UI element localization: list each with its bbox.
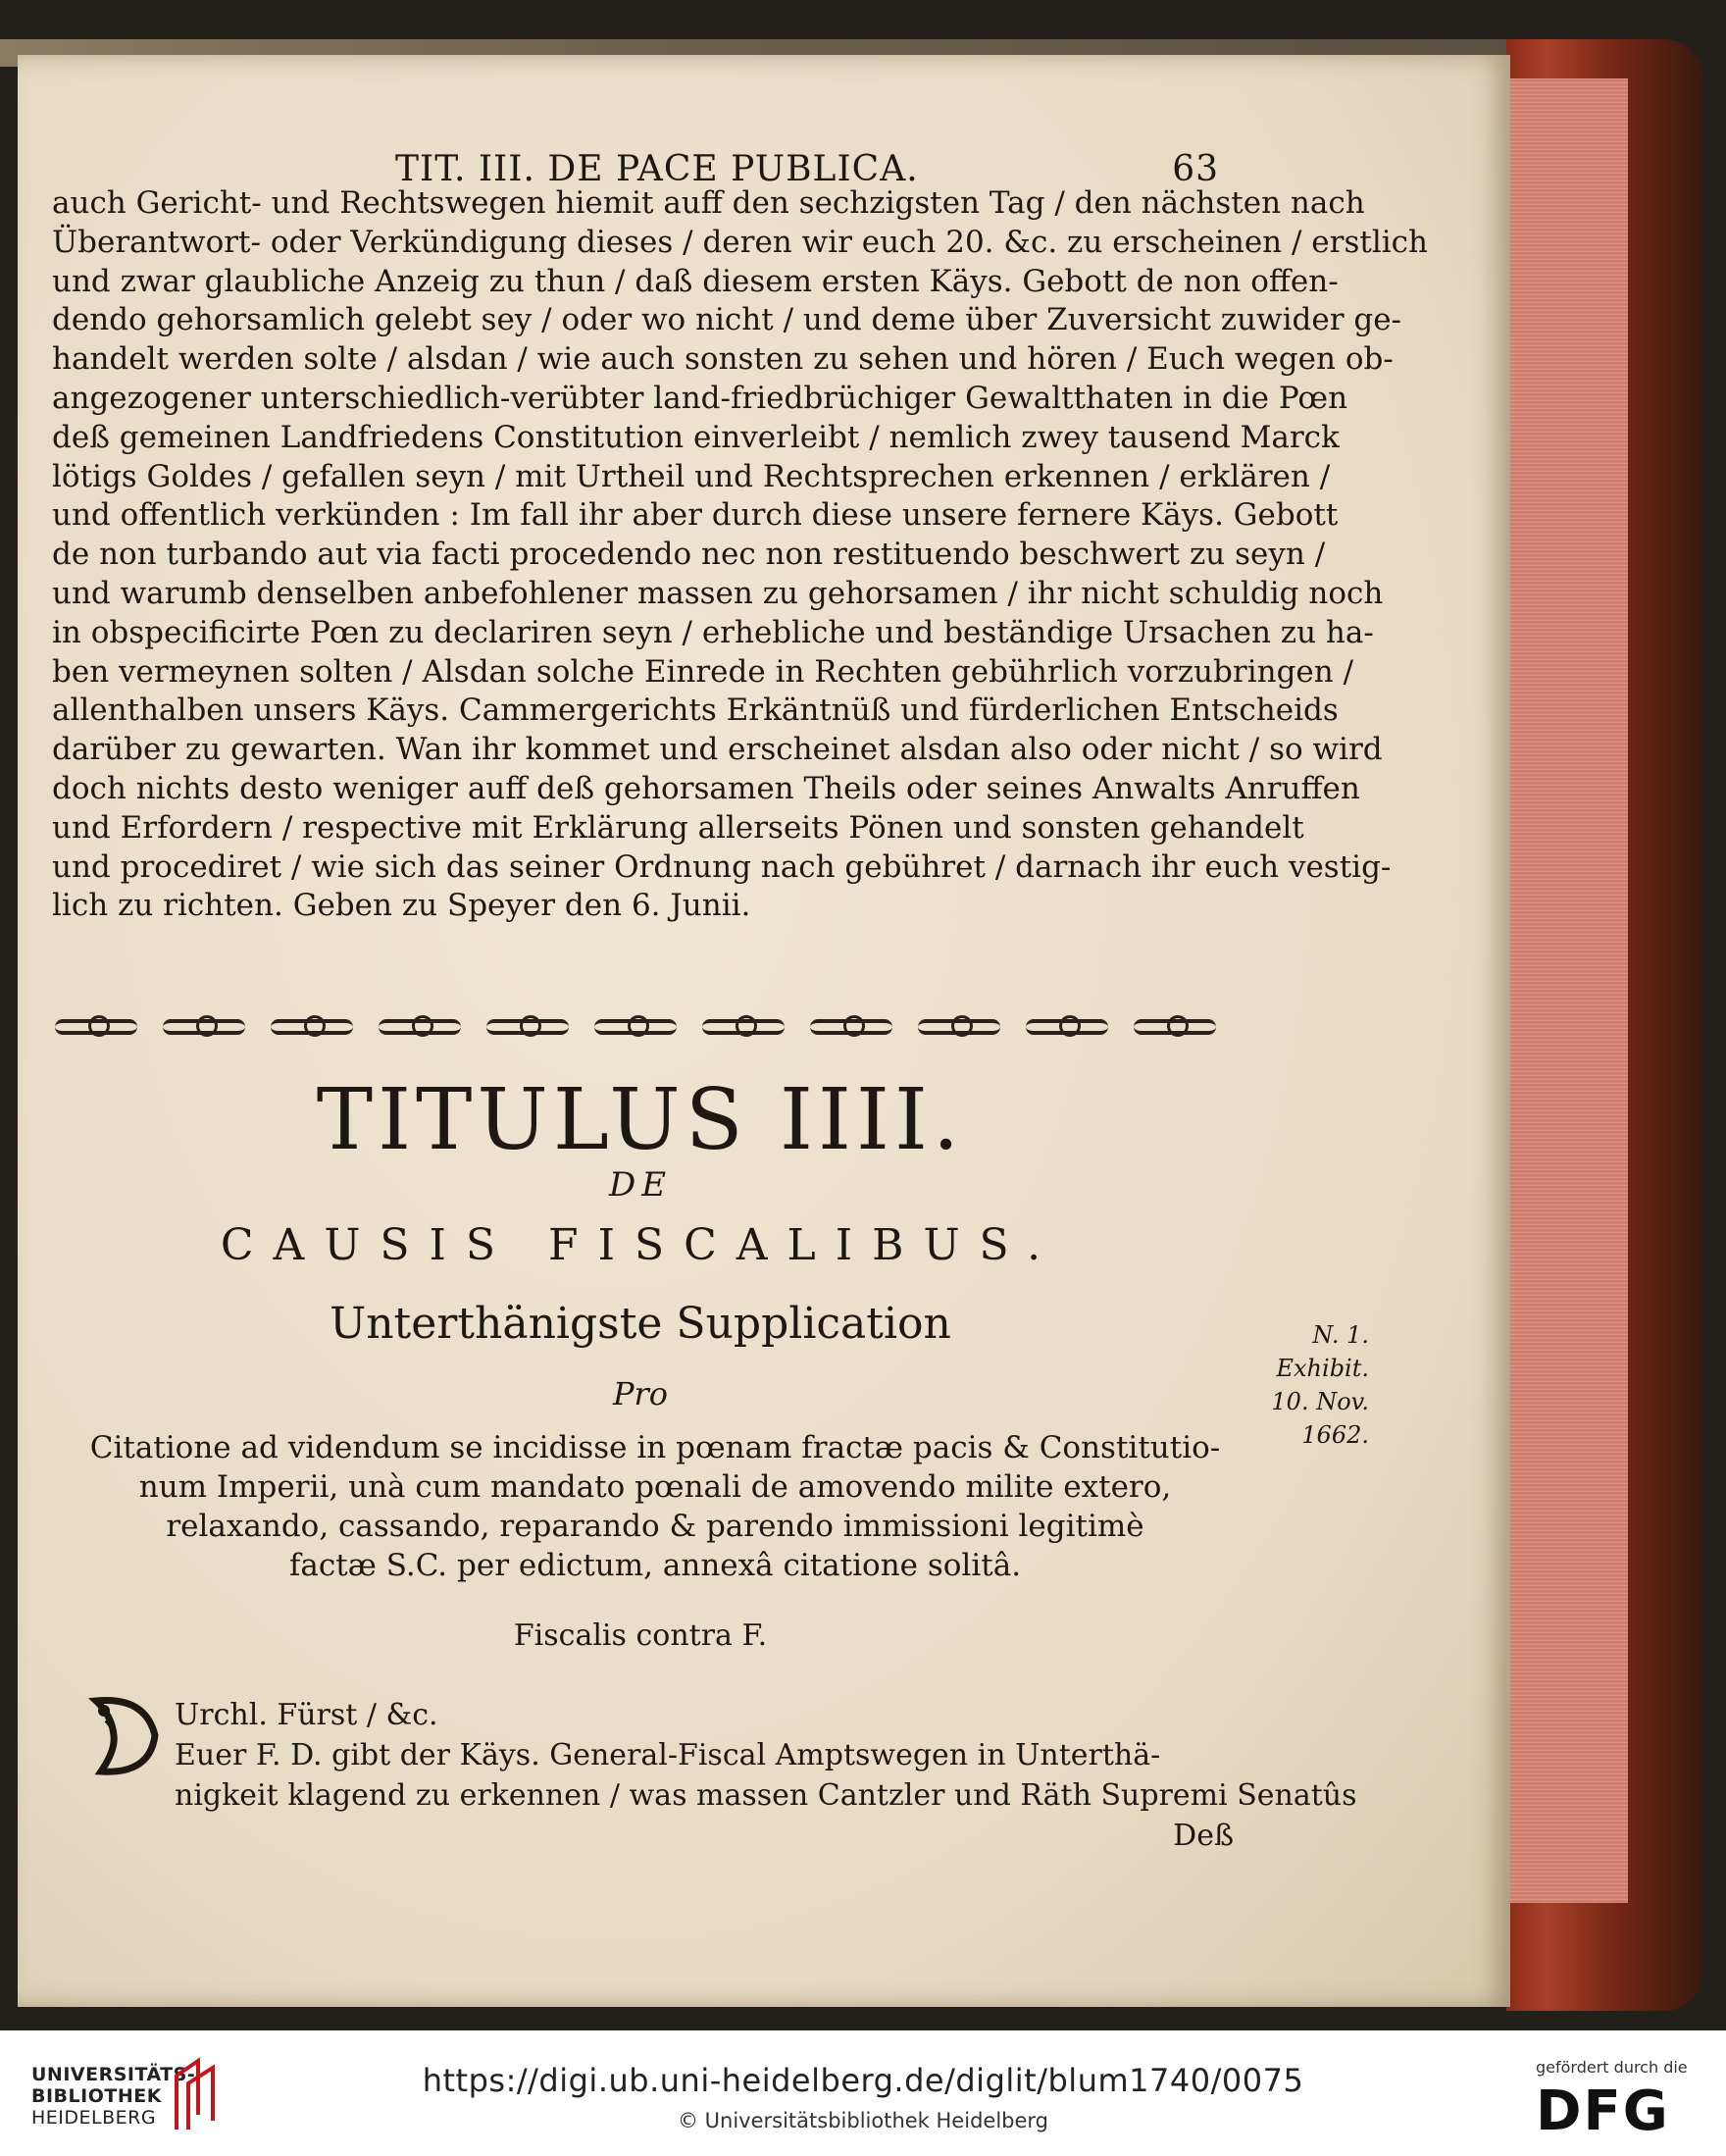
ornament-icon <box>47 1013 145 1033</box>
margin-note-line: N. 1. <box>1312 1321 1369 1349</box>
body-line: ben vermeynen solten / Alsdan solche Einrede in Rechten gebührlich vorzubringen / <box>52 653 1354 690</box>
title-pro: Pro <box>612 1375 669 1412</box>
letter-line: nigkeit klagend zu erkennen / was massen Cantzler und Räth Supremi Senatûs <box>175 1778 1357 1813</box>
library-name-line: UNIVERSITÄTS- <box>31 2064 196 2085</box>
decorated-initial-icon <box>86 1691 165 1779</box>
citation-line: relaxando, cassando, reparando & parendo immissioni legitimè <box>166 1509 1144 1544</box>
ornament-icon <box>479 1013 577 1033</box>
body-line: und offentlich verkünden : Im fall ihr aber durch diese unsere fernere Käys. Gebott <box>52 497 1339 534</box>
citation-line: num Imperii, unà cum mandato pœnali de amovendo milite extero, <box>138 1469 1172 1505</box>
body-line: darüber zu gewarten. Wan ihr kommet und erscheinet alsdan also oder nicht / so wird <box>52 732 1383 768</box>
ornament-divider <box>47 1006 1224 1040</box>
letter-line: Urchl. Fürst / &c. <box>175 1698 438 1732</box>
dfg-logo: DFG <box>1536 2079 1670 2143</box>
margin-note <box>1212 1318 1369 1452</box>
body-line: in obspecificirte Pœn zu declariren seyn / erhebliche und beständige Ursachen zu ha- <box>52 614 1374 650</box>
title-de: DE <box>608 1165 673 1205</box>
title-causis: CAUSIS FISCALIBUS. <box>220 1220 1061 1270</box>
catchword: Deß <box>1173 1819 1234 1853</box>
library-name-line: HEIDELBERG <box>31 2107 157 2129</box>
ornament-icon <box>263 1013 361 1033</box>
book-page <box>18 55 1510 2007</box>
ornament-icon <box>694 1013 792 1033</box>
ornament-icon <box>910 1013 1008 1033</box>
fiscalis-line: Fiscalis contra F. <box>513 1618 768 1653</box>
permalink-url[interactable]: https://digi.ub.uni-heidelberg.de/diglit/blum1740/0075 <box>422 2062 1304 2099</box>
title-supplication: Unterthänigste Supplication <box>330 1299 951 1349</box>
citation-line: Citatione ad videndum se incidisse in pœnam fractæ pacis & Constitutio- <box>89 1430 1221 1465</box>
body-line: de non turbando aut via facti procedendo nec non restituendo beschwert zu seyn / <box>52 537 1326 573</box>
title-titulus: TITULUS IIII. <box>316 1071 965 1169</box>
ornament-icon <box>1126 1013 1224 1033</box>
ornament-icon <box>802 1013 900 1033</box>
citation-line: factæ S.C. per edictum, annexâ citatione solitâ. <box>288 1548 1022 1583</box>
ornament-icon <box>1018 1013 1116 1033</box>
body-line: und Erfordern / respective mit Erklärung allerseits Pönen und sonsten gehandelt <box>52 809 1304 846</box>
margin-note-line: Exhibit. <box>1276 1355 1369 1382</box>
viewer-footer <box>0 2030 1726 2156</box>
body-line: angezogener unterschiedlich-verübter land-friedbrüchiger Gewaltthaten in die Pœn <box>52 380 1348 416</box>
body-line: allenthalben unsers Käys. Cammergerichts Erkäntnüß und fürderlichen Entscheids <box>52 693 1339 729</box>
page-edges <box>1510 78 1628 1903</box>
body-line: Überantwort- oder Verkündigung dieses / deren wir euch 20. &c. zu erscheinen / erstlich <box>52 224 1428 260</box>
running-head <box>395 149 1219 189</box>
body-line: lötigs Goldes / gefallen seyn / mit Urtheil und Rechtsprechen erkennen / erklären / <box>52 458 1331 494</box>
running-head-title: TIT. III. DE PACE PUBLICA. <box>395 149 919 189</box>
library-name-line: BIBLIOTHEK <box>31 2085 162 2107</box>
body-line: und procediret / wie sich das seiner Ordnung nach gebühret / darnach ihr euch vestig- <box>52 848 1392 885</box>
citation-paragraph <box>76 1428 1234 1585</box>
body-line: handelt werden solte / alsdan / wie auch sonsten zu sehen und hören / Euch wegen ob- <box>52 341 1394 378</box>
letter-paragraph <box>175 1695 1357 1856</box>
letter-line: Euer F. D. gibt der Käys. General-Fiscal Amptswegen in Unterthä- <box>175 1738 1161 1772</box>
body-line: und warumb denselben anbefohlener massen zu gehorsamen / ihr nicht schuldig noch <box>52 575 1384 611</box>
copyright-notice: © Universitätsbibliothek Heidelberg <box>677 2109 1048 2132</box>
body-line: doch nichts desto weniger auff deß gehorsamen Theils oder seines Anwalts Anruffen <box>52 770 1360 806</box>
ornament-icon <box>586 1013 685 1033</box>
funding-note: gefördert durch die <box>1536 2058 1688 2077</box>
body-line: lich zu richten. Geben zu Speyer den 6. Junii. <box>52 888 751 924</box>
ornament-icon <box>371 1013 469 1033</box>
page-number: 63 <box>1172 149 1219 189</box>
margin-note-line: 10. Nov. <box>1271 1388 1369 1415</box>
body-line: und zwar glaubliche Anzeig zu thun / daß diesem ersten Käys. Gebott de non offen- <box>52 263 1339 299</box>
body-line: auch Gericht- und Rechtswegen hiemit auff den sechzigsten Tag / den nächsten nach <box>52 185 1365 221</box>
body-line: deß gemeinen Landfriedens Constitution einverleibt / nemlich zwey tausend Marck <box>52 419 1340 455</box>
body-line: dendo gehorsamlich gelebt sey / oder wo nicht / und deme über Zuversicht zuwider ge- <box>52 302 1402 338</box>
ornament-icon <box>155 1013 253 1033</box>
margin-note-line: 1662. <box>1301 1421 1369 1449</box>
body-paragraph <box>52 184 1428 926</box>
